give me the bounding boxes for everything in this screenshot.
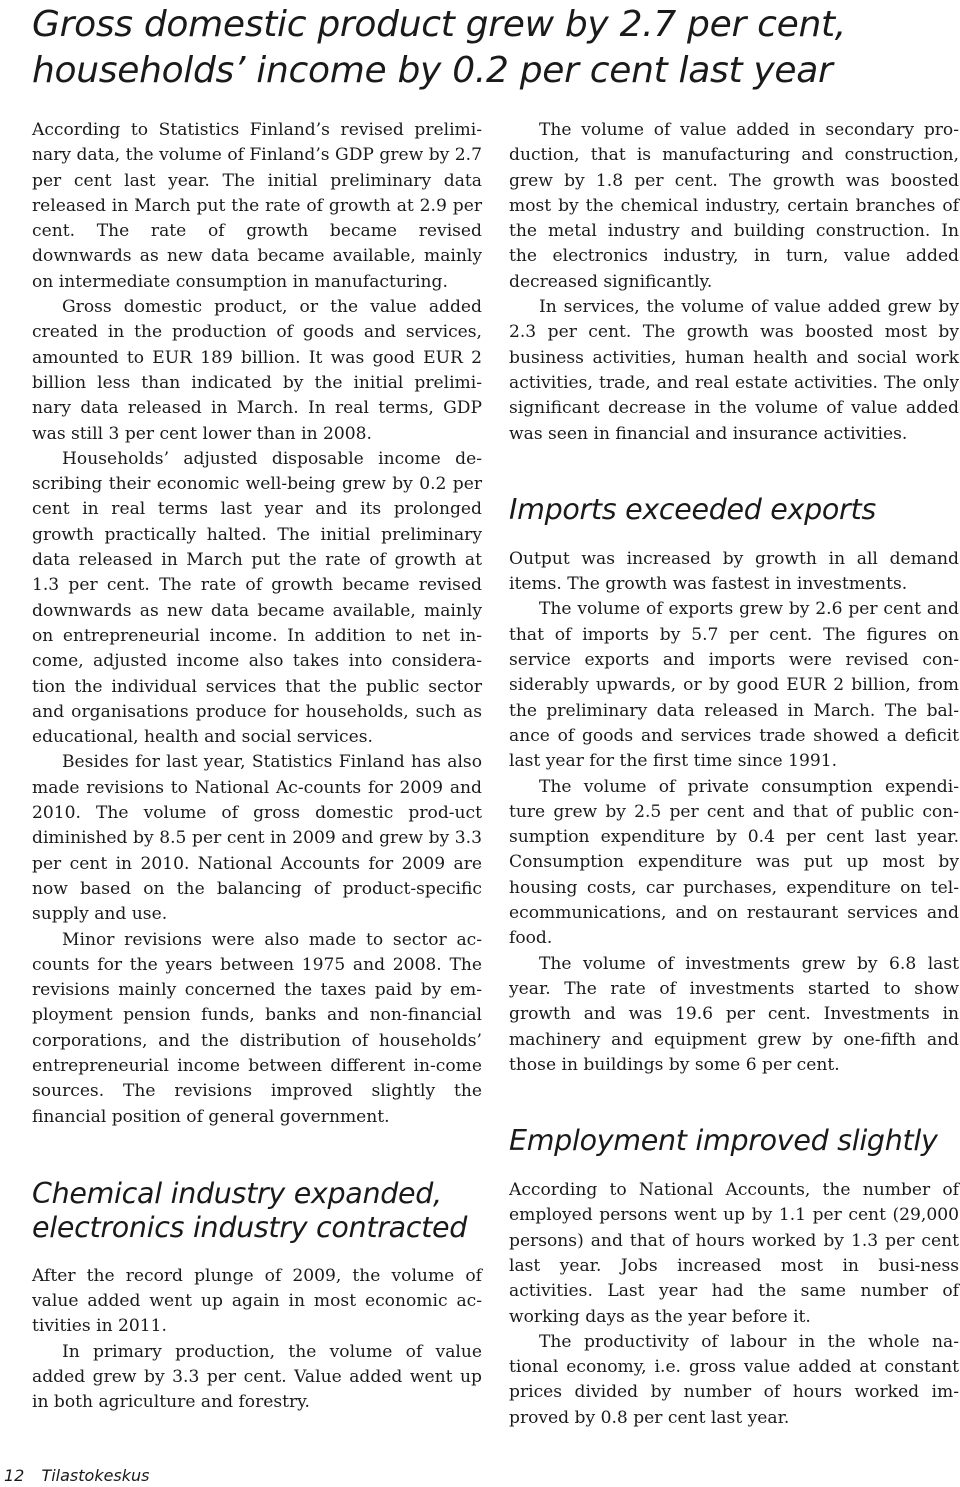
paragraph: According to National Accounts, the number of employed persons went up by 1.1 per cent (29,000 persons) and that of hours worked by 1.3 per cent last year. Jobs increased most in busi-ness activities. Last year had the same number of working days as the year before it. bbox=[509, 1180, 959, 1327]
section-heading-chemical-industry bbox=[32, 1177, 482, 1245]
page-number: 12 bbox=[4, 1466, 25, 1485]
paragraph: Gross domestic product, or the value added created in the production of goods and services, amounted to EUR 189 billion. It was good EUR 2 billion less than indicated by the initial prelimi-nary data released in March. In real terms, GDP was still 3 per cent lower than in 2008. bbox=[32, 297, 482, 444]
paragraph: The volume of value added in secondary pro-duction, that is manufacturing and construction, grew by 1.8 per cent. The growth was boosted most by the chemical industry, certain branches of the metal industry and building construction. In the electronics industry, in turn, value added decreased significantly. bbox=[509, 120, 959, 292]
title-line-2: households’ income by 0.2 per cent last year bbox=[32, 50, 833, 91]
paragraph: After the record plunge of 2009, the volume of value added went up again in most economic ac-tivities in 2011. bbox=[32, 1265, 482, 1337]
heading-line-2: electronics industry contracted bbox=[32, 1210, 468, 1244]
paragraph: The volume of investments grew by 6.8 last year. The rate of investments started to show growth and was 19.6 per cent. Investments in machinery and equipment grew by one-fifth and those in buildings by some 6 per cent. bbox=[509, 953, 959, 1075]
section-heading-employment: Employment improved slightly bbox=[509, 1124, 938, 1158]
publisher-name: Tilastokeskus bbox=[41, 1466, 150, 1485]
right-column bbox=[509, 118, 959, 1431]
section-heading-imports: Imports exceeded exports bbox=[509, 492, 876, 526]
heading-line-1: Chemical industry expanded, bbox=[32, 1176, 442, 1210]
title-line-1: Gross domestic product grew by 2.7 per cent, bbox=[32, 4, 846, 45]
paragraph: The volume of exports grew by 2.6 per cent and that of imports by 5.7 per cent. The figures on service exports and imports were revised con-siderably upwards, or by good EUR 2 billion, from the preliminary data released in March. The bal-ance of goods and services trade showed a deficit last year for the first time since 1991. bbox=[509, 599, 959, 772]
paragraph: Households’ adjusted disposable income de-scribing their economic well-being grew by 0.2 per cent in real terms last year and its prolonged growth practically halted. The initial preliminary data released in March put the rate of growth at 1.3 per cent. The rate of growth became revised downwards as new data became available, mainly on entrepreneurial income. In addition to net in-come, adjusted income also takes into considera-tion the individual services that the public sector and organisations produce for households, such as educational, health and social services. bbox=[32, 448, 482, 748]
left-column bbox=[32, 118, 482, 1416]
page-title bbox=[32, 2, 932, 94]
paragraph: Minor revisions were also made to sector ac-counts for the years between 1975 and 2008. The revisions mainly concerned the taxes paid by em-ployment pension funds, banks and non-financial corporations, and the distribution of households’ entrepreneurial income between different in-come sources. The revisions improved slightly the financial position of general government. bbox=[32, 929, 482, 1127]
paragraph: In services, the volume of value added grew by 2.3 per cent. The growth was boosted most by business activities, human health and social work activities, trade, and real estate activities. The only significant decrease in the volume of value added was seen in financial and insurance activities. bbox=[509, 297, 959, 444]
paragraph: The productivity of labour in the whole na-tional economy, i.e. gross value added at constant prices divided by number of hours worked im-proved by 0.8 per cent last year. bbox=[509, 1331, 959, 1428]
paragraph: In primary production, the volume of value added grew by 3.3 per cent. Value added went up in both agriculture and forestry. bbox=[32, 1341, 482, 1413]
paragraph: Besides for last year, Statistics Finland has also made revisions to National Ac-counts for 2009 and 2010. The volume of gross domestic prod-uct diminished by 8.5 per cent in 2009 and grew by 3.3 per cent in 2010. National Accounts for 2009 are now based on the balancing of product-specific supply and use. bbox=[32, 752, 482, 925]
paragraph: The volume of private consumption expendi-ture grew by 2.5 per cent and that of public con-sumption expenditure by 0.4 per cent last year. Consumption expenditure was put up most by housing costs, car purchases, expenditure on tel-ecommunications, and on restaurant services and food. bbox=[509, 776, 959, 949]
page-footer bbox=[4, 1466, 150, 1486]
paragraph: According to Statistics Finland’s revised prelimi-nary data, the volume of Finland’s GDP grew by 2.7 per cent last year. The initial preliminary data released in March put the rate of growth at 2.9 per cent. The rate of growth became revised downwards as new data became available, mainly on intermediate consumption in manufacturing. bbox=[32, 120, 482, 292]
paragraph: Output was increased by growth in all demand items. The growth was fastest in investments. bbox=[509, 548, 959, 595]
